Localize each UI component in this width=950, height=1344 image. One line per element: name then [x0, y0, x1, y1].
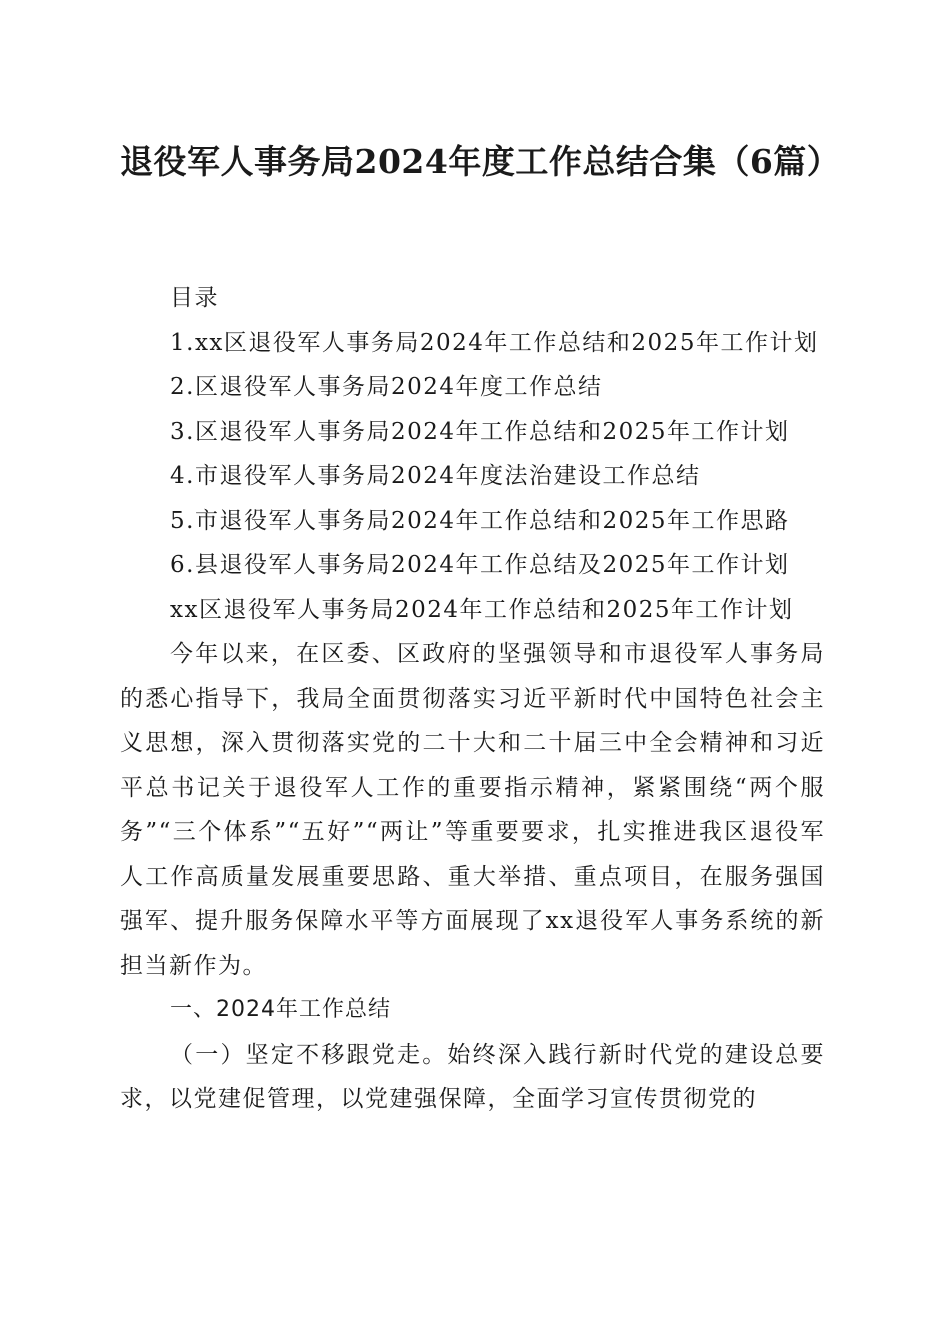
toc-item: 5.市退役军人事务局2024年工作总结和2025年工作思路 — [170, 507, 790, 534]
subsection-paragraph — [120, 1033, 825, 1122]
toc-item: 2.区退役军人事务局2024年度工作总结 — [170, 374, 603, 400]
subsection-heading: （一）坚定不移跟党走。 — [170, 1041, 448, 1068]
document-title: 退役军人事务局2024年度工作总结合集（6篇） — [120, 142, 841, 181]
section-title: xx区退役军人事务局2024年工作总结和2025年工作计划 — [170, 596, 794, 623]
section-heading: 一、2024年工作总结 — [170, 997, 391, 1022]
toc-item: 6.县退役军人事务局2024年工作总结及2025年工作计划 — [170, 552, 790, 578]
subsection-text: 始终深入践行新时代党的建设总要求，以党建促管理，以党建强保障，全面学习宣传贯彻党的 — [120, 1041, 826, 1112]
toc-item: 3.区退役军人事务局2024年工作总结和2025年工作计划 — [170, 418, 790, 445]
toc-label: 目录 — [170, 285, 219, 311]
intro-paragraph: 今年以来，在区委、区政府的坚强领导和市退役军人事务局的悉心指导下，我局全面贯彻落实习近平新时代中国特色社会主义思想，深入贯彻落实党的二十大和二十届三中全会精神和习近平总书记关于退役军人工作的重要指示精神，紧紧围绕“两个服务”“三个体系”“五好”“两让”等重要要求，扎实推进我区退役军人工作高质量发展重要思路、重大举措、重点项目，在服务强国强军、提升服务保障水平等方面展现了xx退役军人事务系统的新担当新作为。 — [120, 641, 825, 979]
toc-item: 1.xx区退役军人事务局2024年工作总结和2025年工作计划 — [170, 329, 819, 356]
toc-item: 4.市退役军人事务局2024年度法治建设工作总结 — [170, 463, 701, 489]
document-body — [120, 276, 825, 1122]
